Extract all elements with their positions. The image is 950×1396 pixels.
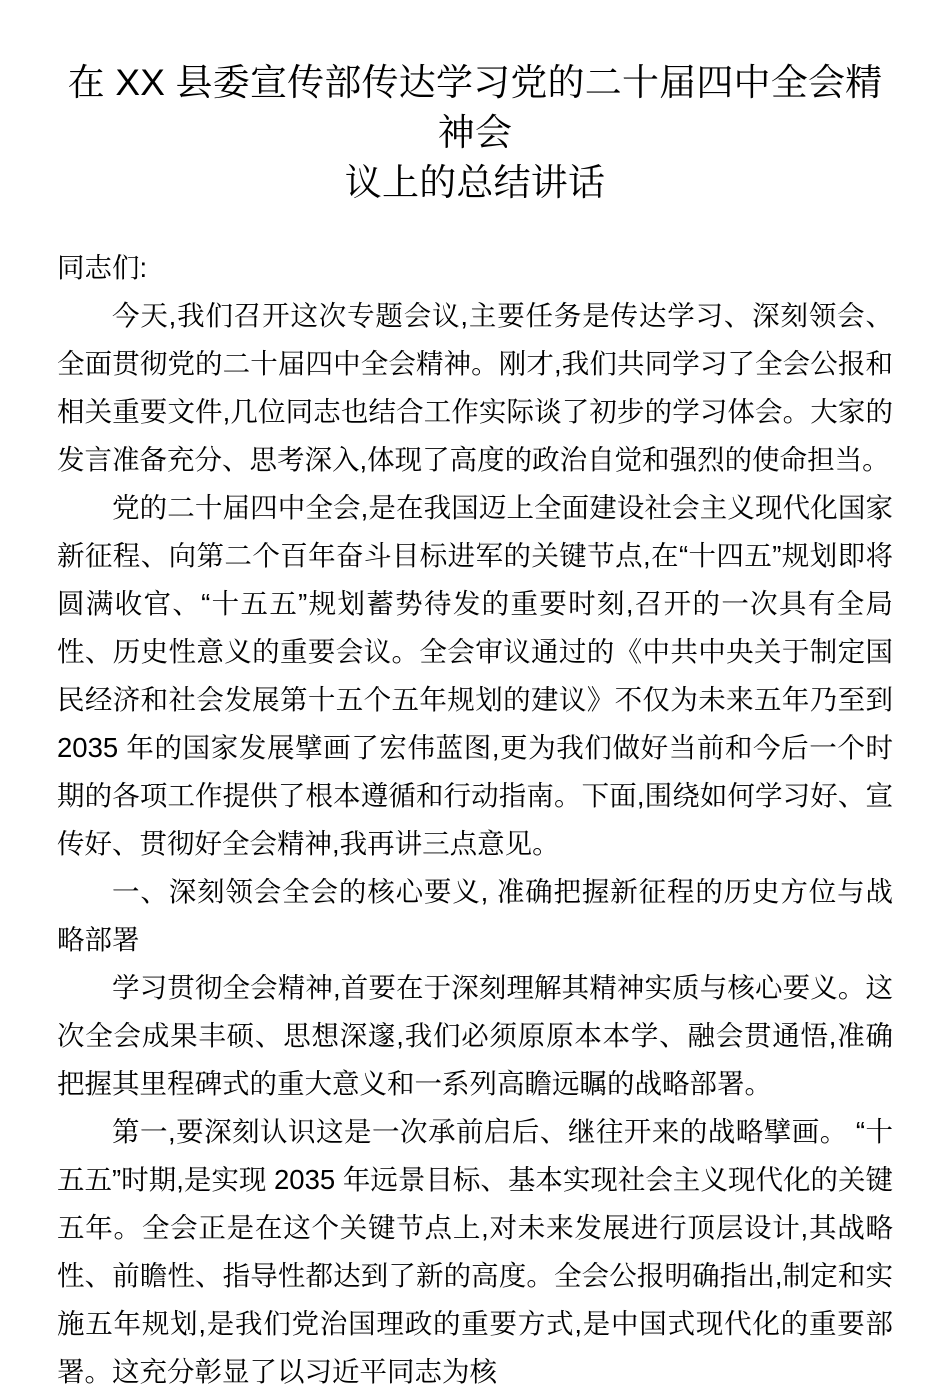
- paragraph-4: 第一,要深刻认识这是一次承前启后、继往开来的战略擘画。 “十五五”时期,是实现 2035 年远景目标、基本实现社会主义现代化的关键五年。全会正是在这个关键节点上,对未来发展进行顶层设计,其战略性、前瞻性、指导性都达到了新的高度。全会公报明确指出,制定和实施五年规划,是我们党治国理政的重要方式,是中国式现代化的重要部署。这充分彰显了以习近平同志为核: [57, 1116, 893, 1387]
- paragraph-salutation: 同志们:: [57, 252, 148, 283]
- paragraph-1: 今天,我们召开这次专题会议,主要任务是传达学习、深刻领会、全面贯彻党的二十届四中全会精神。刚才,我们共同学习了全会公报和相关重要文件,几位同志也结合工作实际谈了初步的学习体会。大家的发言准备充分、思考深入,体现了高度的政治自觉和强烈的使命担当。: [57, 300, 893, 475]
- page-title-line-2: 议上的总结讲话: [344, 162, 606, 203]
- document-body: [57, 244, 893, 1396]
- section-heading-1: 一、深刻领会全会的核心要义, 准确把握新征程的历史方位与战略部署: [57, 876, 893, 955]
- paragraph-3: 学习贯彻全会精神,首要在于深刻理解其精神实质与核心要义。这次全会成果丰硕、思想深邃,我们必须原原本本学、融会贯通悟,准确把握其里程碑式的重大意义和一系列高瞻远瞩的战略部署。: [57, 972, 893, 1099]
- page-title-line-1: 在 XX 县委宣传部传达学习党的二十届四中全会精神会: [67, 62, 883, 153]
- paragraph-2: 党的二十届四中全会,是在我国迈上全面建设社会主义现代化国家新征程、向第二个百年奋斗目标进军的关键节点,在“十四五”规划即将圆满收官、“十五五”规划蓄势待发的重要时刻,召开的一次具有全局性、历史性意义的重要会议。全会审议通过的《中共中央关于制定国民经济和社会发展第十五个五年规划的建议》不仅为未来五年乃至到 2035 年的国家发展擘画了宏伟蓝图,更为我们做好当前和今后一个时期的各项工作提供了根本遵循和行动指南。下面,围绕如何学习好、宣传好、贯彻好全会精神,我再讲三点意见。: [57, 492, 894, 859]
- page-title: [57, 0, 893, 208]
